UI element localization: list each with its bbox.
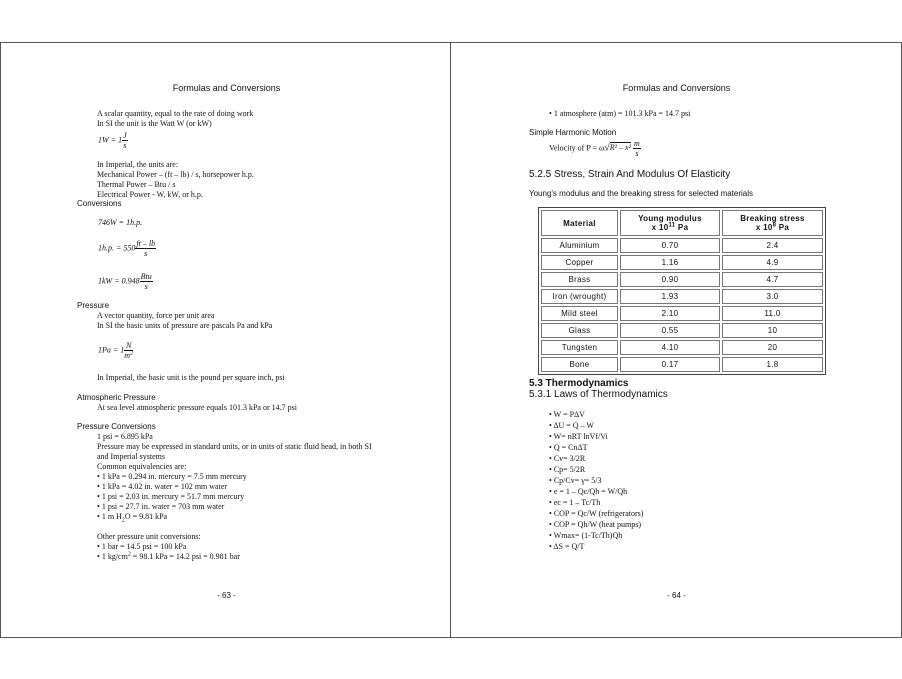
pressure-imperial: In Imperial, the basic unit is the pound per square inch, psi <box>97 373 285 382</box>
cell-breaking: 1.8 <box>722 357 823 372</box>
pressure-si-units: In SI the basic units of pressure are pascals Pa and kPa <box>97 321 273 330</box>
header-line: Breaking stress <box>740 214 805 223</box>
atmospheric-value: At sea level atmospheric pressure equals 101.3 kPa or 14.7 psi <box>97 403 297 412</box>
list-item: • 1 $kg/cm^2 = 98.1$ kPa = 14.2 psi = 0.981 bar <box>97 551 240 561</box>
list-item-text: e = 1 – Qc/Qh = W/Qh <box>553 487 628 496</box>
list-item: • COP = Qh/W (heat pumps) <box>549 520 641 529</box>
list-item-text: ec = 1 – Tc/Th <box>553 498 601 507</box>
header-line: Young modulus <box>638 214 702 223</box>
page-header: Formulas and Conversions <box>172 83 281 93</box>
cell-young: 1.93 <box>620 289 720 304</box>
list-item: • 1 kPa = 4.02 in. water = 102 mm water <box>97 482 228 491</box>
list-item-text: Cv= 3/2R <box>553 454 586 463</box>
cell-breaking: 20 <box>722 340 823 355</box>
list-item-text: ΔS = Q/T <box>553 542 585 551</box>
list-item: • Wmax= (1-Tc/Th)Qh <box>549 531 623 540</box>
section-heading-53: 5.3 Thermodynamics <box>529 378 629 389</box>
header-unit: Pa <box>675 223 689 232</box>
cell-breaking: 3.0 <box>722 289 823 304</box>
list-item-text: 1 kPa = 0.294 in. mercury = 7.5 mm mercury <box>101 472 247 481</box>
table-row <box>541 306 823 321</box>
list-item: • ΔS = Q/T <box>549 542 585 551</box>
list-item: • ec = 1 – Tc/Th <box>549 498 601 507</box>
cell-young: 0.55 <box>620 323 720 338</box>
cell-breaking: 4.9 <box>722 255 823 270</box>
column-header-young-modulus <box>620 210 720 236</box>
hp-ftlb-formula <box>98 239 156 258</box>
cell-material: Bone <box>541 357 618 372</box>
table-row <box>541 340 823 355</box>
cell-breaking: 4.7 <box>722 272 823 287</box>
list-item-text: 1 kg/cm <box>101 552 128 561</box>
formula-radicand: R² – x² <box>609 143 631 153</box>
page-63 <box>0 43 451 637</box>
header-unit: Pa <box>776 223 790 232</box>
kw-btu-formula <box>98 272 153 291</box>
formula-denominator: m <box>124 351 131 360</box>
list-item: • Cp/Cv= γ= 5/3 <box>549 476 602 485</box>
list-item-text: COP = Qh/W (heat pumps) <box>553 520 641 529</box>
imperial-thermal: Thermal Power – Btu / s <box>97 180 176 189</box>
list-item: • COP = Qc/W (refrigerators) <box>549 509 644 518</box>
column-header-breaking-stress <box>722 210 823 236</box>
list-item-text: 1 kPa = 4.02 in. water = 102 mm water <box>101 482 228 491</box>
cell-material: Copper <box>541 255 618 270</box>
exponent: 11 <box>668 222 676 229</box>
list-item-text: 1 psi = 27.7 in. water = 703 mm water <box>101 502 225 511</box>
cell-young: 2.10 <box>620 306 720 321</box>
cell-material: Brass <box>541 272 618 287</box>
table-caption: Young's modulus and the breaking stress for selected materials <box>529 189 754 198</box>
list-item-text: Cp/Cv= γ= 5/3 <box>553 476 602 485</box>
list-item: • 1 psi = 27.7 in. water = 703 mm water <box>97 502 225 511</box>
pressure-conversions-heading: Pressure Conversions <box>77 422 156 431</box>
cell-young: 0.70 <box>620 238 720 253</box>
table-row <box>541 289 823 304</box>
page-header: Formulas and Conversions <box>622 83 731 93</box>
cell-young: 0.17 <box>620 357 720 372</box>
formula-lhs: 1Pa = 1 <box>98 345 125 355</box>
list-item-text: 1 psi = 2.03 in. mercury = 51.7 mm mercury <box>101 492 245 501</box>
list-item: • Cp= 5/2R <box>549 465 586 474</box>
document-spread <box>0 42 902 638</box>
list-item: • Q = CnΔT <box>549 443 588 452</box>
header-line: x 10 <box>755 223 773 232</box>
list-item: • ΔU = Q – W <box>549 421 594 430</box>
cell-young: 4.10 <box>620 340 720 355</box>
cell-material: Glass <box>541 323 618 338</box>
cell-material: Aluminium <box>541 238 618 253</box>
formula-numerator: Btu <box>140 272 152 281</box>
pressure-heading: Pressure <box>77 301 110 310</box>
table-row <box>541 255 823 270</box>
imperial-mechanical: Mechanical Power – (ft – lb) / s, horsepower h.p. <box>97 170 254 179</box>
list-item: • 1 kPa = 0.294 in. mercury = 7.5 mm mercury <box>97 472 247 481</box>
list-item-text: W = PΔV <box>553 410 585 419</box>
imperial-electrical: Electrical Power - W, kW, or h.p. <box>97 190 203 199</box>
header-line: x 10 <box>651 223 669 232</box>
formula-lhs: Velocity of P = ω <box>549 143 605 153</box>
cell-young: 0.90 <box>620 272 720 287</box>
list-item-text: = 98.1 kPa = 14.2 psi = 0.981 bar <box>130 552 240 561</box>
cell-material: Mild steel <box>541 306 618 321</box>
table-header-row <box>541 210 823 236</box>
other-conversions-intro: Other pressure unit conversions: <box>97 532 201 541</box>
cell-breaking: 10 <box>722 323 823 338</box>
formula-lhs: 1W = 1 <box>98 135 123 145</box>
watt-formula <box>98 131 128 150</box>
page-number: - 63 - <box>217 591 236 600</box>
formula-numerator: J <box>123 131 127 140</box>
formula-numerator: m <box>634 139 640 148</box>
list-item: • W= nRT lnVf/Vi <box>549 432 608 441</box>
table-row <box>541 272 823 287</box>
formula-denominator: s <box>144 249 148 258</box>
cell-material: Tungsten <box>541 340 618 355</box>
list-item: • 1 psi = 2.03 in. mercury = 51.7 mm mercury <box>97 492 245 501</box>
list-item: • Cv= 3/2R <box>549 454 586 463</box>
list-item: • e = 1 – Qc/Qh = W/Qh <box>549 487 628 496</box>
power-description: A scalar quantity, equal to the rate of doing work <box>97 109 254 118</box>
imperial-intro: In Imperial, the units are: <box>97 160 179 169</box>
section-heading-531: 5.3.1 Laws of Thermodynamics <box>529 389 668 400</box>
sqrt-icon: √ <box>604 142 610 154</box>
cell-material: Iron (wrought) <box>541 289 618 304</box>
formula-lhs: 1kW = 0.948 <box>98 276 140 286</box>
list-item-text: COP = Qc/W (refrigerators) <box>553 509 644 518</box>
hp-watt-formula: 746W = 1h.p. <box>98 218 143 227</box>
shm-velocity-formula <box>549 139 641 158</box>
superscript: 2 <box>127 551 131 558</box>
formula-denominator: s <box>144 282 148 291</box>
list-item-text: ΔU = Q – W <box>553 421 594 430</box>
list-item: • 1 m $H_2O = 9.81$ kPa <box>97 512 168 524</box>
elasticity-table <box>538 207 826 375</box>
cell-breaking: 2.4 <box>722 238 823 253</box>
formula-lhs: 1h.p. = 550 <box>98 243 136 253</box>
table-row <box>541 357 823 372</box>
list-item: • W = PΔV <box>549 410 585 419</box>
list-item-text: Q = CnΔT <box>553 443 588 452</box>
list-item: • 1 atmosphere (atm) = 101.3 kPa = 14.7 psi <box>549 109 691 118</box>
column-header-material: Material <box>541 210 618 236</box>
list-item-text: W= nRT lnVf/Vi <box>553 432 608 441</box>
subscript: 2 <box>121 517 125 524</box>
fluid-head-note-cont: and Imperial systems <box>97 452 165 461</box>
page-number: - 64 - <box>667 591 686 600</box>
equivalencies-intro: Common equivalencies are: <box>97 462 187 471</box>
list-item-text: O = 9.81 kPa <box>124 512 168 521</box>
shm-heading: Simple Harmonic Motion <box>529 128 617 137</box>
atmospheric-heading: Atmospheric Pressure <box>77 393 156 402</box>
conversions-heading: Conversions <box>77 199 122 208</box>
pressure-description: A vector quantity, force per unit area <box>97 311 215 320</box>
list-item-text: Wmax= (1-Tc/Th)Qh <box>553 531 623 540</box>
formula-denominator: s <box>123 141 127 150</box>
page-64 <box>451 43 902 637</box>
section-heading-525: 5.2.5 Stress, Strain And Modulus Of Elasticity <box>529 169 731 180</box>
cell-breaking: 11.0 <box>722 306 823 321</box>
power-si-unit: In SI the unit is the Watt W (or kW) <box>97 119 212 128</box>
fluid-head-note: Pressure may be expressed in standard units, or in units of static fluid head, in both SI <box>97 442 372 451</box>
list-item-text: 1 atmosphere (atm) = 101.3 kPa = 14.7 psi <box>553 109 691 118</box>
formula-numerator: N <box>126 341 132 350</box>
psi-kpa: 1 psi = 6.895 kPa <box>97 432 153 441</box>
exponent: 8 <box>772 222 777 229</box>
list-item-text: 1 bar = 14.5 psi = 100 kPa <box>101 542 187 551</box>
pascal-formula <box>98 341 133 360</box>
table-row <box>541 323 823 338</box>
list-item-text: 1 m H <box>101 512 122 521</box>
list-item: • 1 bar = 14.5 psi = 100 kPa <box>97 542 187 551</box>
formula-numerator: ft – lb <box>136 239 156 248</box>
cell-young: 1.16 <box>620 255 720 270</box>
formula-denominator: s <box>635 149 639 158</box>
list-item-text: Cp= 5/2R <box>553 465 586 474</box>
table-row <box>541 238 823 253</box>
formula-exponent: 2 <box>130 350 134 357</box>
